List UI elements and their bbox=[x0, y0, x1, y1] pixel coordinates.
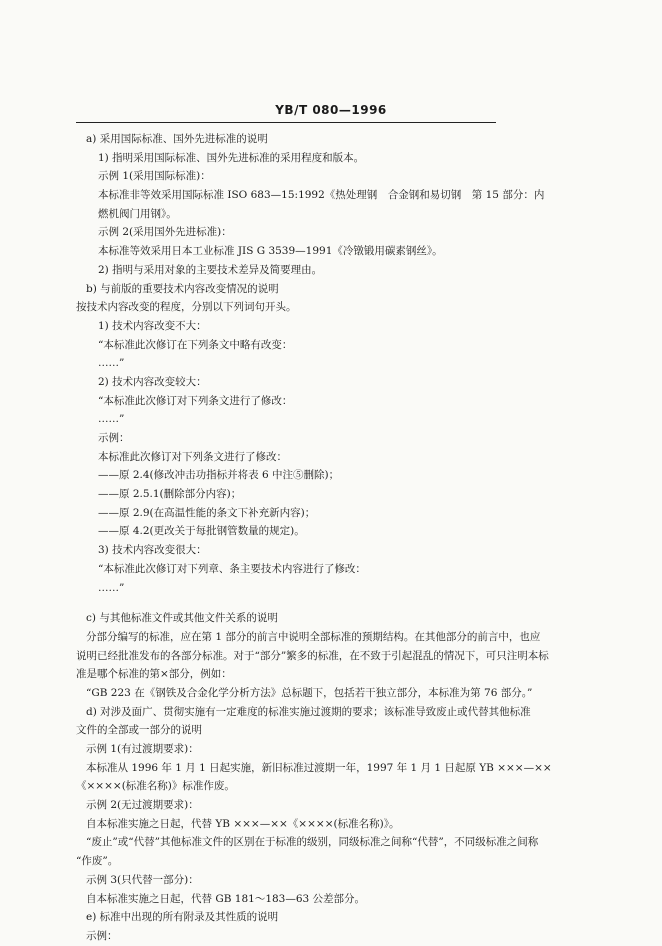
text-line: 1) 技术内容改变不大： bbox=[98, 319, 207, 332]
text-line: 3) 技术内容改变很大： bbox=[98, 544, 207, 557]
text-line: 燃机阀门用钢》。 bbox=[98, 207, 177, 220]
text-line: e) 标准中出现的所有附录及其性质的说明 bbox=[86, 911, 279, 924]
text-line: 说明已经批准发布的各部分标准。对于“部分”繁多的标准，在不致于引起混乱的情况下，可只注明本标 bbox=[76, 649, 549, 662]
document-body bbox=[76, 130, 552, 946]
text-line: 2) 技术内容改变较大： bbox=[98, 375, 207, 388]
text-line: ——原 2.9(在高温性能的条文下补充新内容)； bbox=[98, 506, 316, 519]
text-line: 2) 指明与采用对象的主要技术差异及简要理由。 bbox=[98, 263, 323, 276]
text-line: ……” bbox=[98, 413, 125, 426]
text-line: 示例： bbox=[98, 432, 130, 444]
text-line: 示例 3(只代替一部分)： bbox=[86, 873, 199, 886]
page-header-code: YB/T 080—1996 bbox=[275, 103, 387, 117]
text-line: 准是哪个标准的第×部分，例如： bbox=[76, 668, 232, 681]
header-rule bbox=[76, 122, 496, 123]
text-line: 自本标准实施之日起，代替 GB 181～183—63 公差部分。 bbox=[86, 892, 366, 905]
text-line: 本标准此次修订对下列条文进行了修改： bbox=[98, 450, 287, 463]
text-line: 分部分编写的标准，应在第 1 部分的前言中说明全部标准的预期结构。在其他部分的前言中，也应 bbox=[86, 630, 541, 643]
text-line: ……” bbox=[98, 357, 125, 370]
text-line: “本标准此次修订在下列条文中略有改变： bbox=[98, 338, 293, 351]
text-line: “废止”或“代替”其他标准文件的区别在于标准的级别，同级标准之间称“代替”，不同级标准之间称 bbox=[86, 836, 539, 849]
text-line: 自本标准实施之日起，代替 YB ×××—××《××××(标准名称)》。 bbox=[86, 817, 400, 830]
text-line: “本标准此次修订对下列章、条主要技术内容进行了修改： bbox=[98, 562, 366, 575]
text-line: ……” bbox=[98, 581, 125, 594]
text-line: “本标准此次修订对下列条文进行了修改： bbox=[98, 394, 293, 407]
text-line: 《××××(标准名称)》标准作废。 bbox=[76, 780, 235, 793]
text-line: b) 与前版的重要技术内容改变情况的说明 bbox=[86, 282, 279, 295]
text-line: 本标准等效采用日本工业标准 JIS G 3539—1991《冷镦锻用碳素钢丝》。 bbox=[98, 245, 443, 258]
text-line: a) 采用国际标准、国外先进标准的说明 bbox=[86, 133, 268, 145]
text-line: “作废”。 bbox=[76, 855, 119, 868]
text-line: 示例： bbox=[86, 929, 118, 942]
text-line: 按技术内容改变的程度，分别以下列词句开头。 bbox=[76, 301, 297, 314]
text-line: ——原 4.2(更改关于每批钢管数量的规定)。 bbox=[98, 525, 305, 538]
text-line: 示例 2(采用国外先进标准)： bbox=[98, 226, 232, 239]
text-line: 1) 指明采用国际标准、国外先进标准的采用程度和版本。 bbox=[98, 151, 365, 164]
text-line: 示例 1(采用国际标准)： bbox=[98, 170, 211, 183]
text-line: d) 对涉及面广、贯彻实施有一定难度的标准实施过渡期的要求；该标准导致废止或代替其他标准 bbox=[86, 705, 531, 718]
section-gap bbox=[76, 597, 496, 609]
text-line: 本标准从 1996 年 1 月 1 日起实施，新旧标准过渡期一年，1997 年 1 月 1 日起原 YB ×××—×× bbox=[86, 761, 552, 774]
text-line: ——原 2.5.1(删除部分内容)； bbox=[98, 488, 242, 501]
text-line: ——原 2.4(修改冲击功指标并将表 6 中注⑤删除)； bbox=[98, 469, 340, 482]
text-line: 示例 2(无过渡期要求)： bbox=[86, 799, 199, 812]
text-line: 本标准非等效采用国际标准 ISO 683—15:1992《热处理钢 合金钢和易切钢 第 15 部分：内 bbox=[98, 189, 545, 202]
text-line: c) 与其他标准文件或其他文件关系的说明 bbox=[86, 612, 278, 625]
text-line: “GB 223 在《钢铁及合金化学分析方法》总标题下，包括若干独立部分，本标准为第 76 部分。” bbox=[86, 686, 533, 699]
text-line: 示例 1(有过渡期要求)： bbox=[86, 743, 199, 755]
text-line: 文件的全部或一部分的说明 bbox=[76, 724, 202, 737]
